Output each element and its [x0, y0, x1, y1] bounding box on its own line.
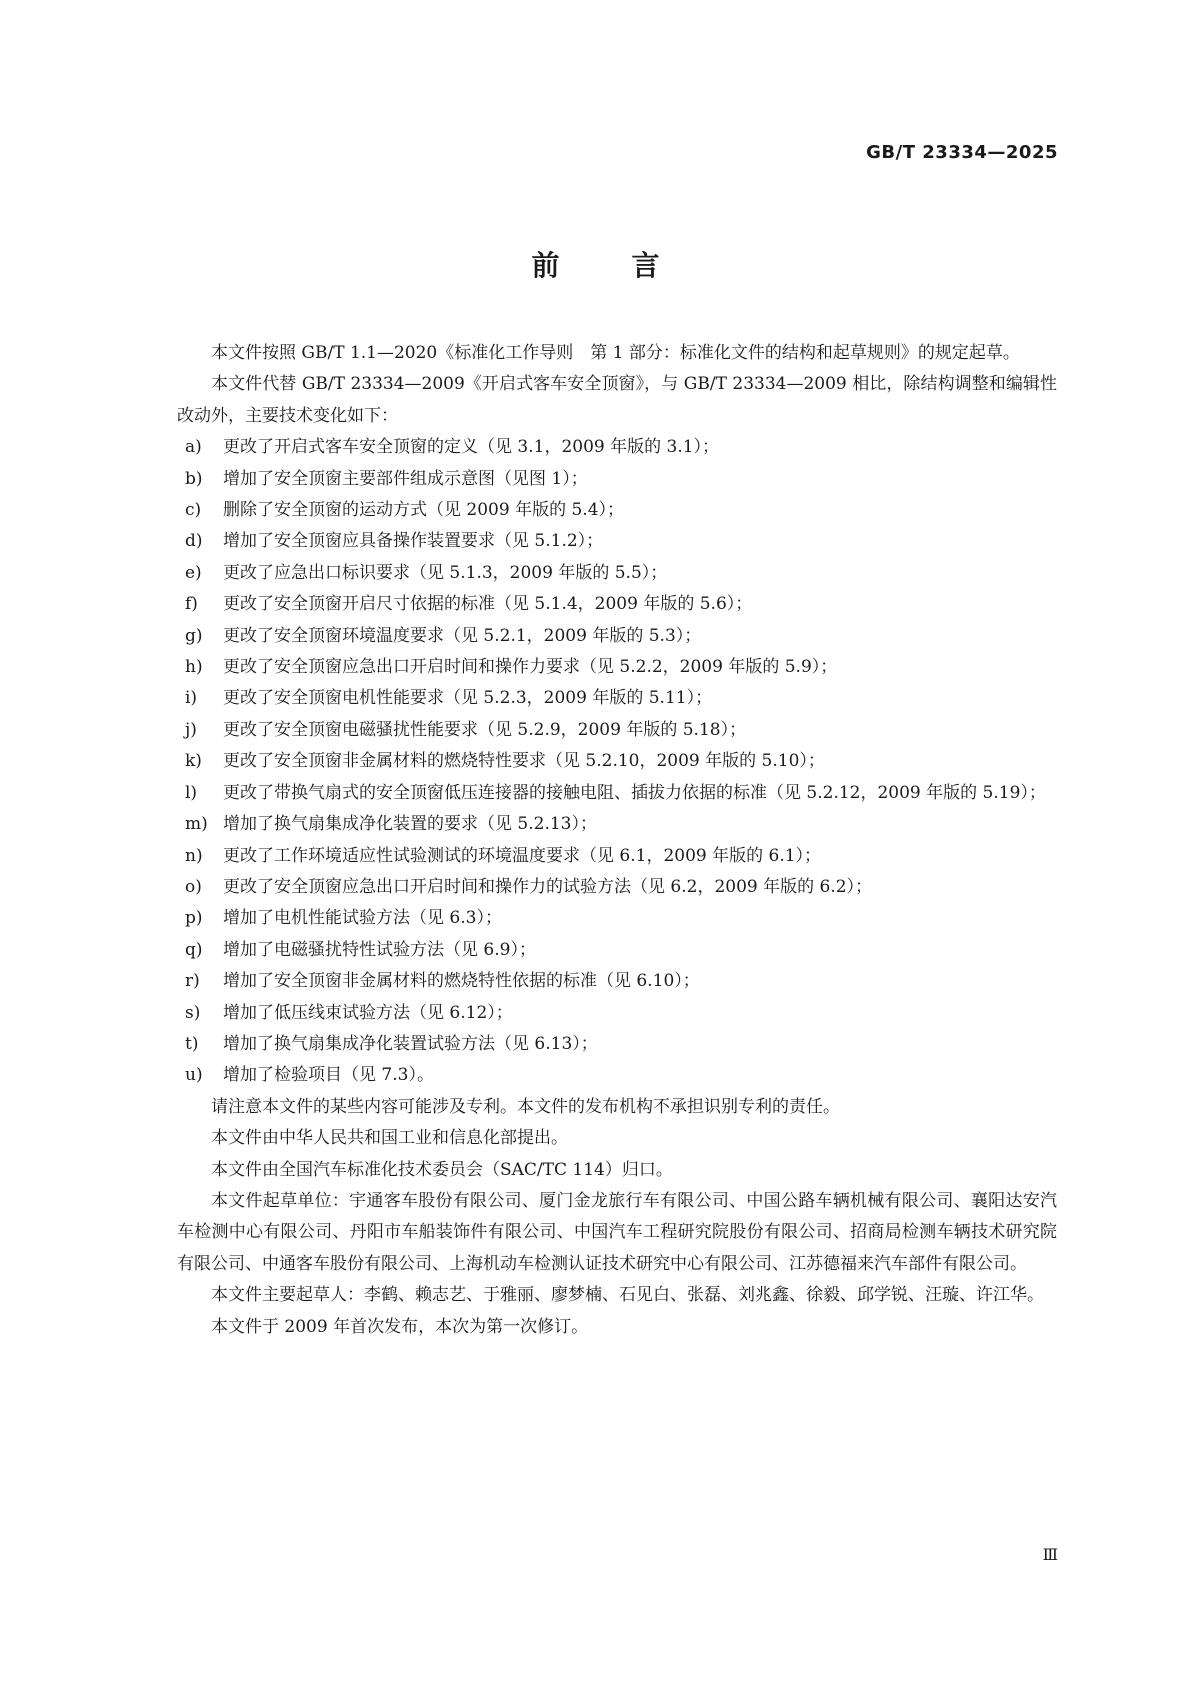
list-item [177, 809, 1057, 840]
list-item-text: 增加了电机性能试验方法（见 6.3）； [223, 908, 502, 929]
list-item [177, 464, 1057, 495]
list-item-label: b) [185, 468, 203, 489]
list-item-text: 更改了安全顶窗非金属材料的燃烧特性要求（见 5.2.10，2009 年版的 5.10）； [223, 751, 825, 772]
list-item-label: r) [185, 971, 200, 992]
list-item [177, 495, 1057, 526]
list-item-label: a) [185, 437, 202, 458]
drafting-organizations: 本文件起草单位：宇通客车股份有限公司、厦门金龙旅行车有限公司、中国公路车辆机械有限公司、襄阳达安汽车检测中心有限公司、丹阳市车船装饰件有限公司、中国汽车工程研究院股份有限公司、招商局检测车辆技术研究院有限公司、中通客车股份有限公司、上海机动车检测认证技术研究中心有限公司、江苏德福来汽车部件有限公司。 [177, 1190, 1057, 1274]
list-item [177, 558, 1057, 589]
page-title [0, 244, 1191, 284]
list-item-text: 更改了安全顶窗开启尺寸依据的标准（见 5.1.4，2009 年版的 5.6）； [223, 594, 753, 615]
list-item-text: 更改了开启式客车安全顶窗的定义（见 3.1，2009 年版的 3.1）； [223, 437, 720, 458]
list-item-text: 更改了应急出口标识要求（见 5.1.3，2009 年版的 5.5）； [223, 562, 668, 583]
title-char-2: 言 [631, 249, 660, 282]
list-item-label: n) [185, 845, 203, 866]
list-item-text: 增加了换气扇集成净化装置的要求（见 5.2.13）； [223, 814, 597, 835]
intro-paragraph: 本文件按照 GB/T 1.1—2020《标准化工作导则 第 1 部分：标准化文件的结构和起草规则》的规定起草。 [211, 343, 1020, 363]
committee-statement: 本文件由全国汽车标准化技术委员会（SAC/TC 114）归口。 [211, 1159, 673, 1180]
list-item [177, 683, 1057, 714]
list-item-label: c) [185, 500, 202, 521]
document-code: GB/T 23334—2025 [866, 142, 1058, 163]
list-item-label: j) [185, 719, 197, 740]
list-item-label: m) [185, 814, 208, 835]
list-item [177, 746, 1057, 777]
list-item-text: 更改了带换气扇式的安全顶窗低压连接器的接触电阻、插拔力依据的标准（见 5.2.12，2009 年版的 5.19）； [223, 782, 1046, 803]
list-item-label: e) [185, 562, 202, 583]
list-item [177, 935, 1057, 966]
list-item [177, 966, 1057, 997]
patent-notice: 请注意本文件的某些内容可能涉及专利。本文件的发布机构不承担识别专利的责任。 [211, 1096, 840, 1117]
list-item [177, 715, 1057, 746]
list-item-label: i) [185, 688, 198, 709]
list-item-label: g) [185, 625, 203, 646]
list-item-label: f) [185, 594, 198, 615]
list-item [177, 589, 1057, 620]
changes-list [177, 432, 1057, 1092]
list-item [177, 998, 1057, 1029]
list-item-text: 更改了安全顶窗电机性能要求（见 5.2.3，2009 年版的 5.11）； [223, 688, 713, 709]
list-item-text: 删除了安全顶窗的运动方式（见 2009 年版的 5.4）； [223, 500, 625, 521]
list-item-text: 更改了安全顶窗应急出口开启时间和操作力的试验方法（见 6.2，2009 年版的 6.2）； [223, 876, 873, 897]
title-char-1: 前 [531, 249, 560, 282]
list-item-text: 增加了电磁骚扰特性试验方法（见 6.9）； [223, 939, 536, 960]
list-item-label: u) [185, 1065, 203, 1086]
list-item-text: 增加了安全顶窗非金属材料的燃烧特性依据的标准（见 6.10）； [223, 971, 700, 992]
list-item-text: 更改了工作环境适应性试验测试的环境温度要求（见 6.1，2009 年版的 6.1）； [223, 845, 822, 866]
list-item-text: 更改了安全顶窗电磁骚扰性能要求（见 5.2.9，2009 年版的 5.18）； [223, 719, 747, 740]
page-number: Ⅲ [1042, 1545, 1058, 1564]
list-item-label: o) [185, 876, 202, 897]
list-item [177, 1029, 1057, 1060]
list-item-label: t) [185, 1033, 199, 1054]
list-item-label: k) [185, 751, 202, 772]
list-item-label: q) [185, 939, 203, 960]
list-item-text: 增加了安全顶窗应具备操作装置要求（见 5.1.2）； [223, 531, 604, 552]
list-item-text: 更改了安全顶窗应急出口开启时间和操作力要求（见 5.2.2，2009 年版的 5.9）； [223, 657, 838, 678]
publication-history: 本文件于 2009 年首次发布，本次为第一次修订。 [211, 1316, 589, 1337]
list-item-label: p) [185, 908, 203, 929]
list-item [177, 621, 1057, 652]
list-item-label: d) [185, 531, 203, 552]
list-item [177, 778, 1057, 809]
main-drafters: 本文件主要起草人：李鹤、赖志艺、于雅丽、廖梦楠、石见白、张磊、刘兆鑫、徐毅、邱学锐、汪璇、许江华。 [211, 1285, 1044, 1306]
list-item-text: 增加了换气扇集成净化装置试验方法（见 6.13）； [223, 1033, 598, 1054]
preface-body [177, 338, 1057, 1343]
list-item [177, 432, 1057, 463]
list-item-text: 增加了低压线束试验方法（见 6.12）； [223, 1002, 513, 1023]
list-item [177, 652, 1057, 683]
list-item [177, 903, 1057, 934]
list-item-text: 更改了安全顶窗环境温度要求（见 5.2.1，2009 年版的 5.3）； [223, 625, 702, 646]
list-item-label: s) [185, 1002, 201, 1023]
list-item [177, 872, 1057, 903]
list-item-text: 增加了安全顶窗主要部件组成示意图（见图 1）； [223, 468, 588, 489]
list-item [177, 841, 1057, 872]
list-item [177, 526, 1057, 557]
intro-paragraph: 本文件代替 GB/T 23334—2009《开启式客车安全顶窗》，与 GB/T 23334—2009 相比，除结构调整和编辑性改动外，主要技术变化如下： [177, 374, 1057, 426]
proposer-statement: 本文件由中华人民共和国工业和信息化部提出。 [211, 1128, 568, 1149]
list-item-label: l) [185, 782, 198, 803]
list-item-text: 增加了检验项目（见 7.3）。 [223, 1065, 434, 1086]
list-item-label: h) [185, 657, 203, 678]
list-item [177, 1060, 1057, 1091]
